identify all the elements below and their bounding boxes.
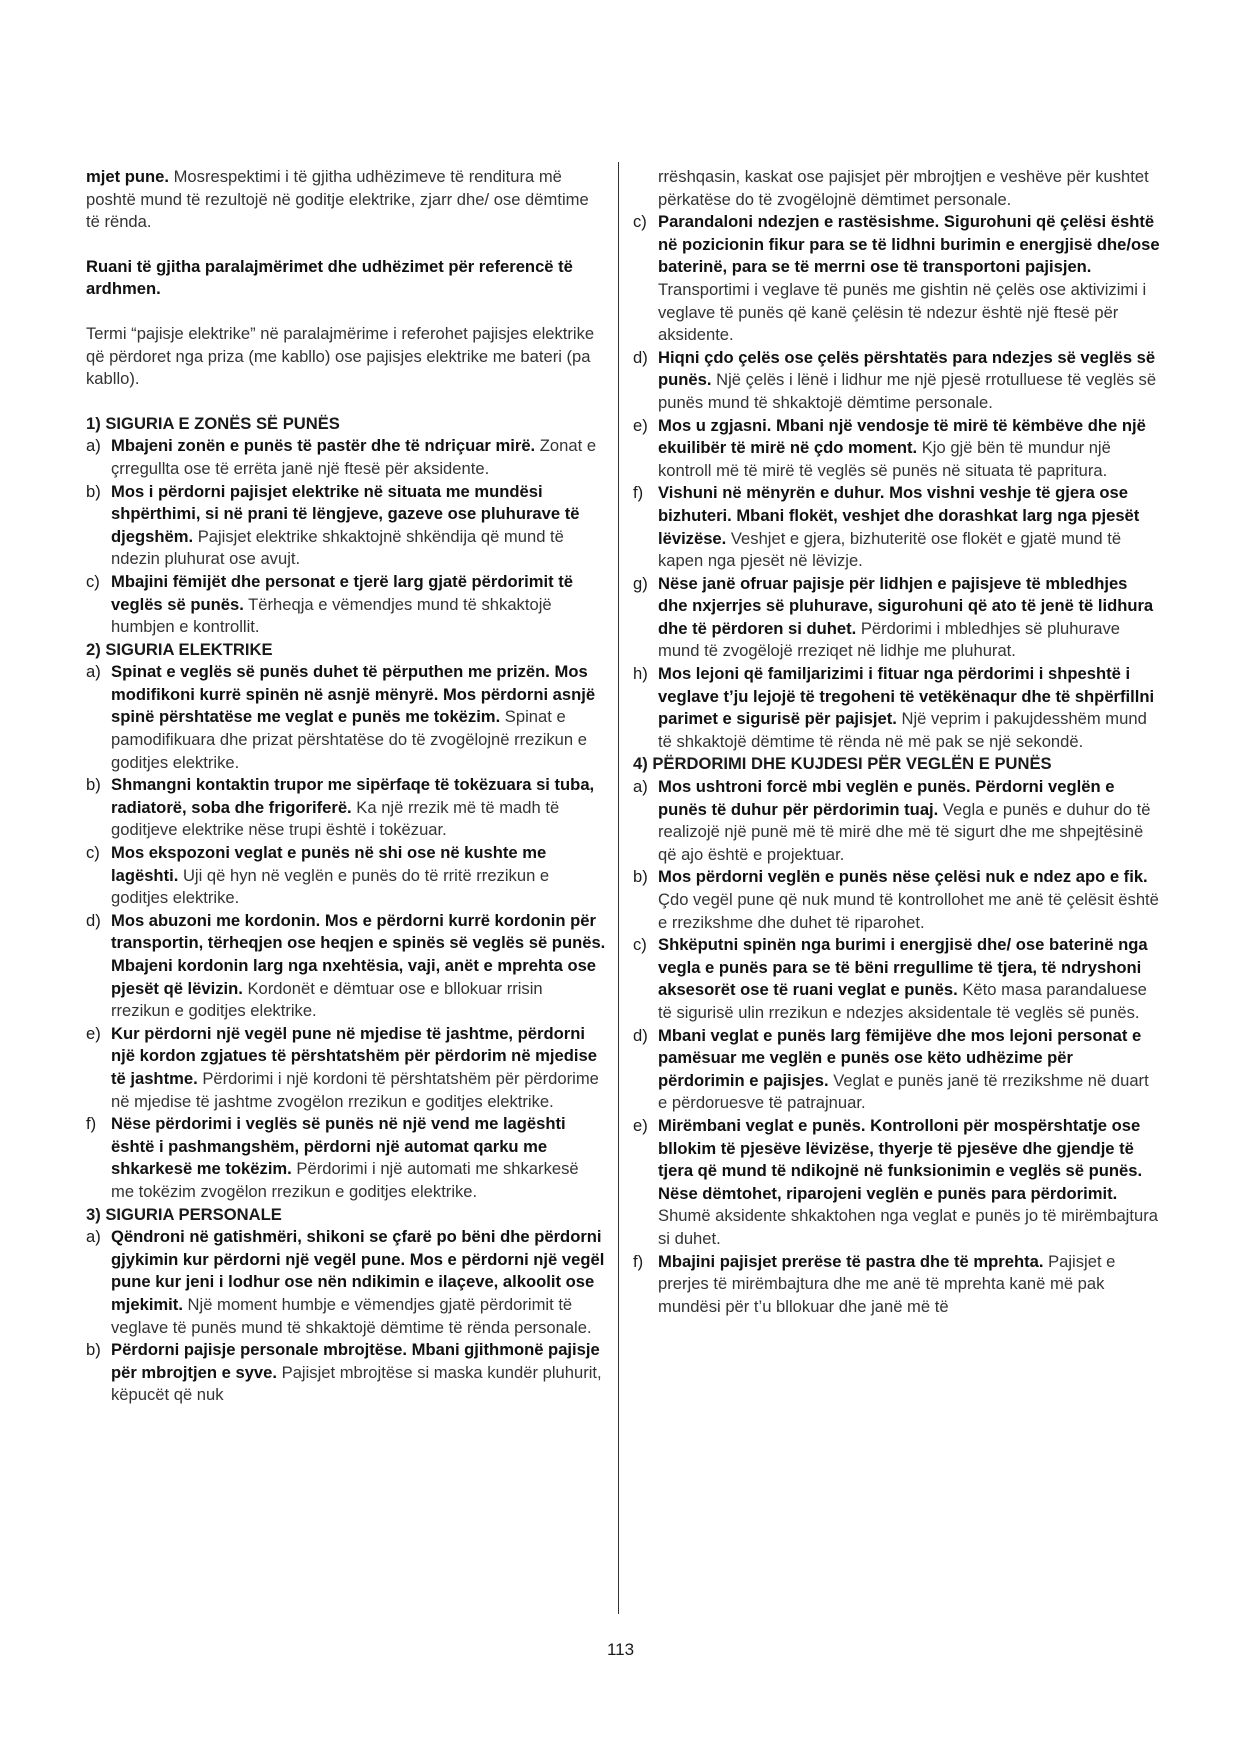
- keep-instructions-heading: Ruani të gjitha paralajmërimet dhe udhëzimet për referencë të ardhmen.: [86, 256, 573, 299]
- list-item: a) Mbajeni zonën e punës të pastër dhe të ndriçuar mirë. Zonat e çrregullta ose të errëta janë një ftesë për aksidente.: [86, 436, 597, 478]
- page-number: 113: [606, 1640, 635, 1659]
- section-heading-tool-use: 4) PËRDORIMI DHE KUJDESI PËR VEGLËN E PUNËS: [633, 754, 1052, 774]
- intro-paragraph: mjet pune. Mosrespektimi i të gjitha udhëzimeve të renditura më poshtë mund të rezultojë në goditje elektrike, zjarr dhe/ ose dëmtime të rënda.: [86, 167, 589, 232]
- right-column: [633, 166, 1161, 1318]
- section-heading-personal: 3) SIGURIA PERSONALE: [86, 1204, 282, 1224]
- list-item: c) Parandaloni ndezjen e rastësishme. Sigurohuni që çelësi është në pozicionin fikur para se të lidhni burimin e energjisë dhe/ose baterinë, para se të merrni ose të transportoni pajisjen. Transportimi i veglave të punës me gishtin në çelës ose aktivizimi i veglave të punës që kanë çelësin të ndezur është një ftesë për aksidente.: [633, 212, 1160, 345]
- list-item: a) Mos ushtroni forcë mbi veglën e punës. Përdorni veglën e punës të duhur për përdorimin tuaj. Vegla e punës e duhur do të realizojë një punë më të mirë dhe më të sigurt dhe me shpejtësinë që ajo është e projektuar.: [633, 777, 1151, 864]
- left-column: [86, 166, 606, 1407]
- list-item: b) Mos i përdorni pajisjet elektrike në situata me mundësi shpërthimi, si në prani të lëngjeve, gazeve ose pluhurave të djegshëm. Pajisjet elektrike shkaktojnë shkëndija që mund të ndezin pluhurat ose avujt.: [86, 481, 580, 569]
- list-item: d) Mos abuzoni me kordonin. Mos e përdorni kurrë kordonin për transportin, tërheqjen ose heqjen e spinës së veglës së punës. Mbajeni kordonin larg nga nxehtësia, vaji, anët e mprehta ose pjesët që lëvizin. Kordonët e dëmtuar ose e bllokuar rrisin rrezikun e goditjes elektrike.: [86, 910, 606, 1021]
- list-item: e) Mirëmbani veglat e punës. Kontrolloni për mospërshtatje ose bllokim të pjesëve lëvizëse, thyerje të pjesëve dhe gjendje të tjera që mund të ndikojnë në funksionimin e veglës së punës. Nëse dëmtohet, riparojeni veglën e punës para përdorimit. Shumë aksidente shkaktohen nga veglat e punës jo të mirëmbajtura si duhet.: [633, 1115, 1158, 1248]
- list-item: c) Mos ekspozoni veglat e punës në shi ose në kushte me lagështi. Uji që hyn në veglën e punës do të rritë rrezikun e goditjes elektrike.: [86, 843, 550, 908]
- list-item: b) Mos përdorni veglën e punës nëse çelësi nuk e ndez apo e fik. Çdo vegël pune që nuk mund të kontrollohet me anë të çelësit është e rrezikshme dhe duhet të riparohet.: [633, 867, 1159, 932]
- list-item: a) Spinat e veglës së punës duhet të përputhen me prizën. Mos modifikoni kurrë spinën në asnjë mënyrë. Mos përdorni asnjë spinë përshtatëse me veglat e punës me tokëzim. Spinat e pamodifikuara dhe prizat përshtatëse do të zvogëlojnë rrezikun e goditjes elektrike.: [86, 662, 596, 772]
- list-item-continuation: rrëshqasin, kaskat ose pajisjet për mbrojtjen e veshëve për kushtet përkatëse do të zvogëlojnë dëmtimet personale.: [658, 167, 1149, 209]
- list-item: g) Nëse janë ofruar pajisje për lidhjen e pajisjeve të mbledhjes dhe nxjerrjes së pluhurave, sigurohuni që ato të jenë të lidhura dhe të përdoren si duhet. Përdorimi i mbledhjes së pluhurave mund të zvogëlojë rreziqet në lidhje me pluhurat.: [633, 573, 1154, 661]
- list-item: h) Mos lejoni që familjarizimi i fituar nga përdorimi i shpeshtë i veglave t’ju lejojë të tregoheni të vetëkënaqur dhe të shpërfillni parimet e sigurisë për pajisjet. Një veprim i pakujdesshëm mund të shkaktojë dëmtime të rënda në më pak se një sekondë.: [633, 664, 1155, 751]
- section-heading-work-area: 1) SIGURIA E ZONËS SË PUNËS: [86, 413, 340, 433]
- list-item: b) Shmangni kontaktin trupor me sipërfaqe të tokëzuara si tuba, radiatorë, soba dhe frigoriferë. Ka një rrezik më të madh të goditjeve elektrike nëse trupi është i tokëzuar.: [86, 775, 595, 840]
- column-divider: [618, 162, 619, 1614]
- list-item: f) Mbajini pajisjet prerëse të pastra dhe të mprehta. Pajisjet e prerjes të mirëmbajtura dhe me anë të mprehta kanë më pak mundësi për t’u bllokuar dhe janë më të: [633, 1251, 1116, 1316]
- list-item: c) Mbajini fëmijët dhe personat e tjerë larg gjatë përdorimit të veglës së punës. Tërheqja e vëmendjes mund të shkaktojë humbjen e kontrollit.: [86, 571, 573, 637]
- list-item: b) Përdorni pajisje personale mbrojtëse. Mbani gjithmonë pajisje për mbrojtjen e syve. Pajisjet mbrojtëse si maska kundër pluhurit, këpucët që nuk: [86, 1340, 602, 1405]
- list-item: d) Mbani veglat e punës larg fëmijëve dhe mos lejoni personat e pamësuar me veglën e punës ose këto udhëzime për përdorimin e pajisjes. Veglat e punës janë të rrezikshme në duart e përdoruesve të patrajnuar.: [633, 1025, 1149, 1113]
- list-item: e) Mos u zgjasni. Mbani një vendosje të mirë të këmbëve dhe një ekuilibër të mirë në çdo moment. Kjo gjë bën të mundur një kontroll më të mirë të veglës së punës në situata të papritura.: [633, 415, 1146, 480]
- list-item: a) Qëndroni në gatishmëri, shikoni se çfarë po bëni dhe përdorni gjykimin kur përdorni një vegël pune. Mos e përdorni një vegël pune kur jeni i lodhur ose nën ndikimin e ilaçeve, alkoolit ose mjekimit. Një moment humbje e vëmendjes gjatë përdorimit të veglave të punës mund të shkaktojë dëmtime të rënda personale.: [86, 1227, 605, 1337]
- list-item: f) Vishuni në mënyrën e duhur. Mos vishni veshje të gjera ose bizhuteri. Mbani flokët, veshjet dhe dorashkat larg nga pjesët lëvizëse. Veshjet e gjera, bizhuteritë ose flokët e gjatë mund të kapen nga pjesët në lëvizje.: [633, 483, 1140, 571]
- list-item: c) Shkëputni spinën nga burimi i energjisë dhe/ ose baterinë nga vegla e punës para se të bëni rregullime të tjera, të ndryshoni aksesorët ose të ruani veglat e punës. Këto masa parandaluese të sigurisë ulin rrezikun e ndezjes aksidentale të veglës së punës.: [633, 935, 1148, 1022]
- section-heading-electrical: 2) SIGURIA ELEKTRIKE: [86, 639, 273, 659]
- list-item: d) Hiqni çdo çelës ose çelës përshtatës para ndezjes së veglës së punës. Një çelës i lënë i lidhur me një pjesë rrotulluese të veglës së punës mund të shkaktojë dëmtime personale.: [633, 347, 1157, 412]
- list-item: e) Kur përdorni një vegël pune në mjedise të jashtme, përdorni një kordon zgjatues të përshtatshëm për përdorim në mjedise të jashtme. Përdorimi i një kordoni të përshtatshëm për përdorime në mjedise të jashtme zvogëlon rrezikun e goditjes elektrike.: [86, 1023, 599, 1111]
- term-definition: Termi “pajisje elektrike” në paralajmërime i referohet pajisjes elektrike që përdoret nga priza (me kabllo) ose pajisjes elektrike me bateri (pa kabllo).: [86, 323, 595, 389]
- list-item: f) Nëse përdorimi i veglës së punës në një vend me lagështi është i pashmangshëm, përdorni një automat qarku me shkarkesë me tokëzim. Përdorimi i një automati me shkarkesë me tokëzim zvogëlon rrezikun e goditjes elektrike.: [86, 1114, 579, 1201]
